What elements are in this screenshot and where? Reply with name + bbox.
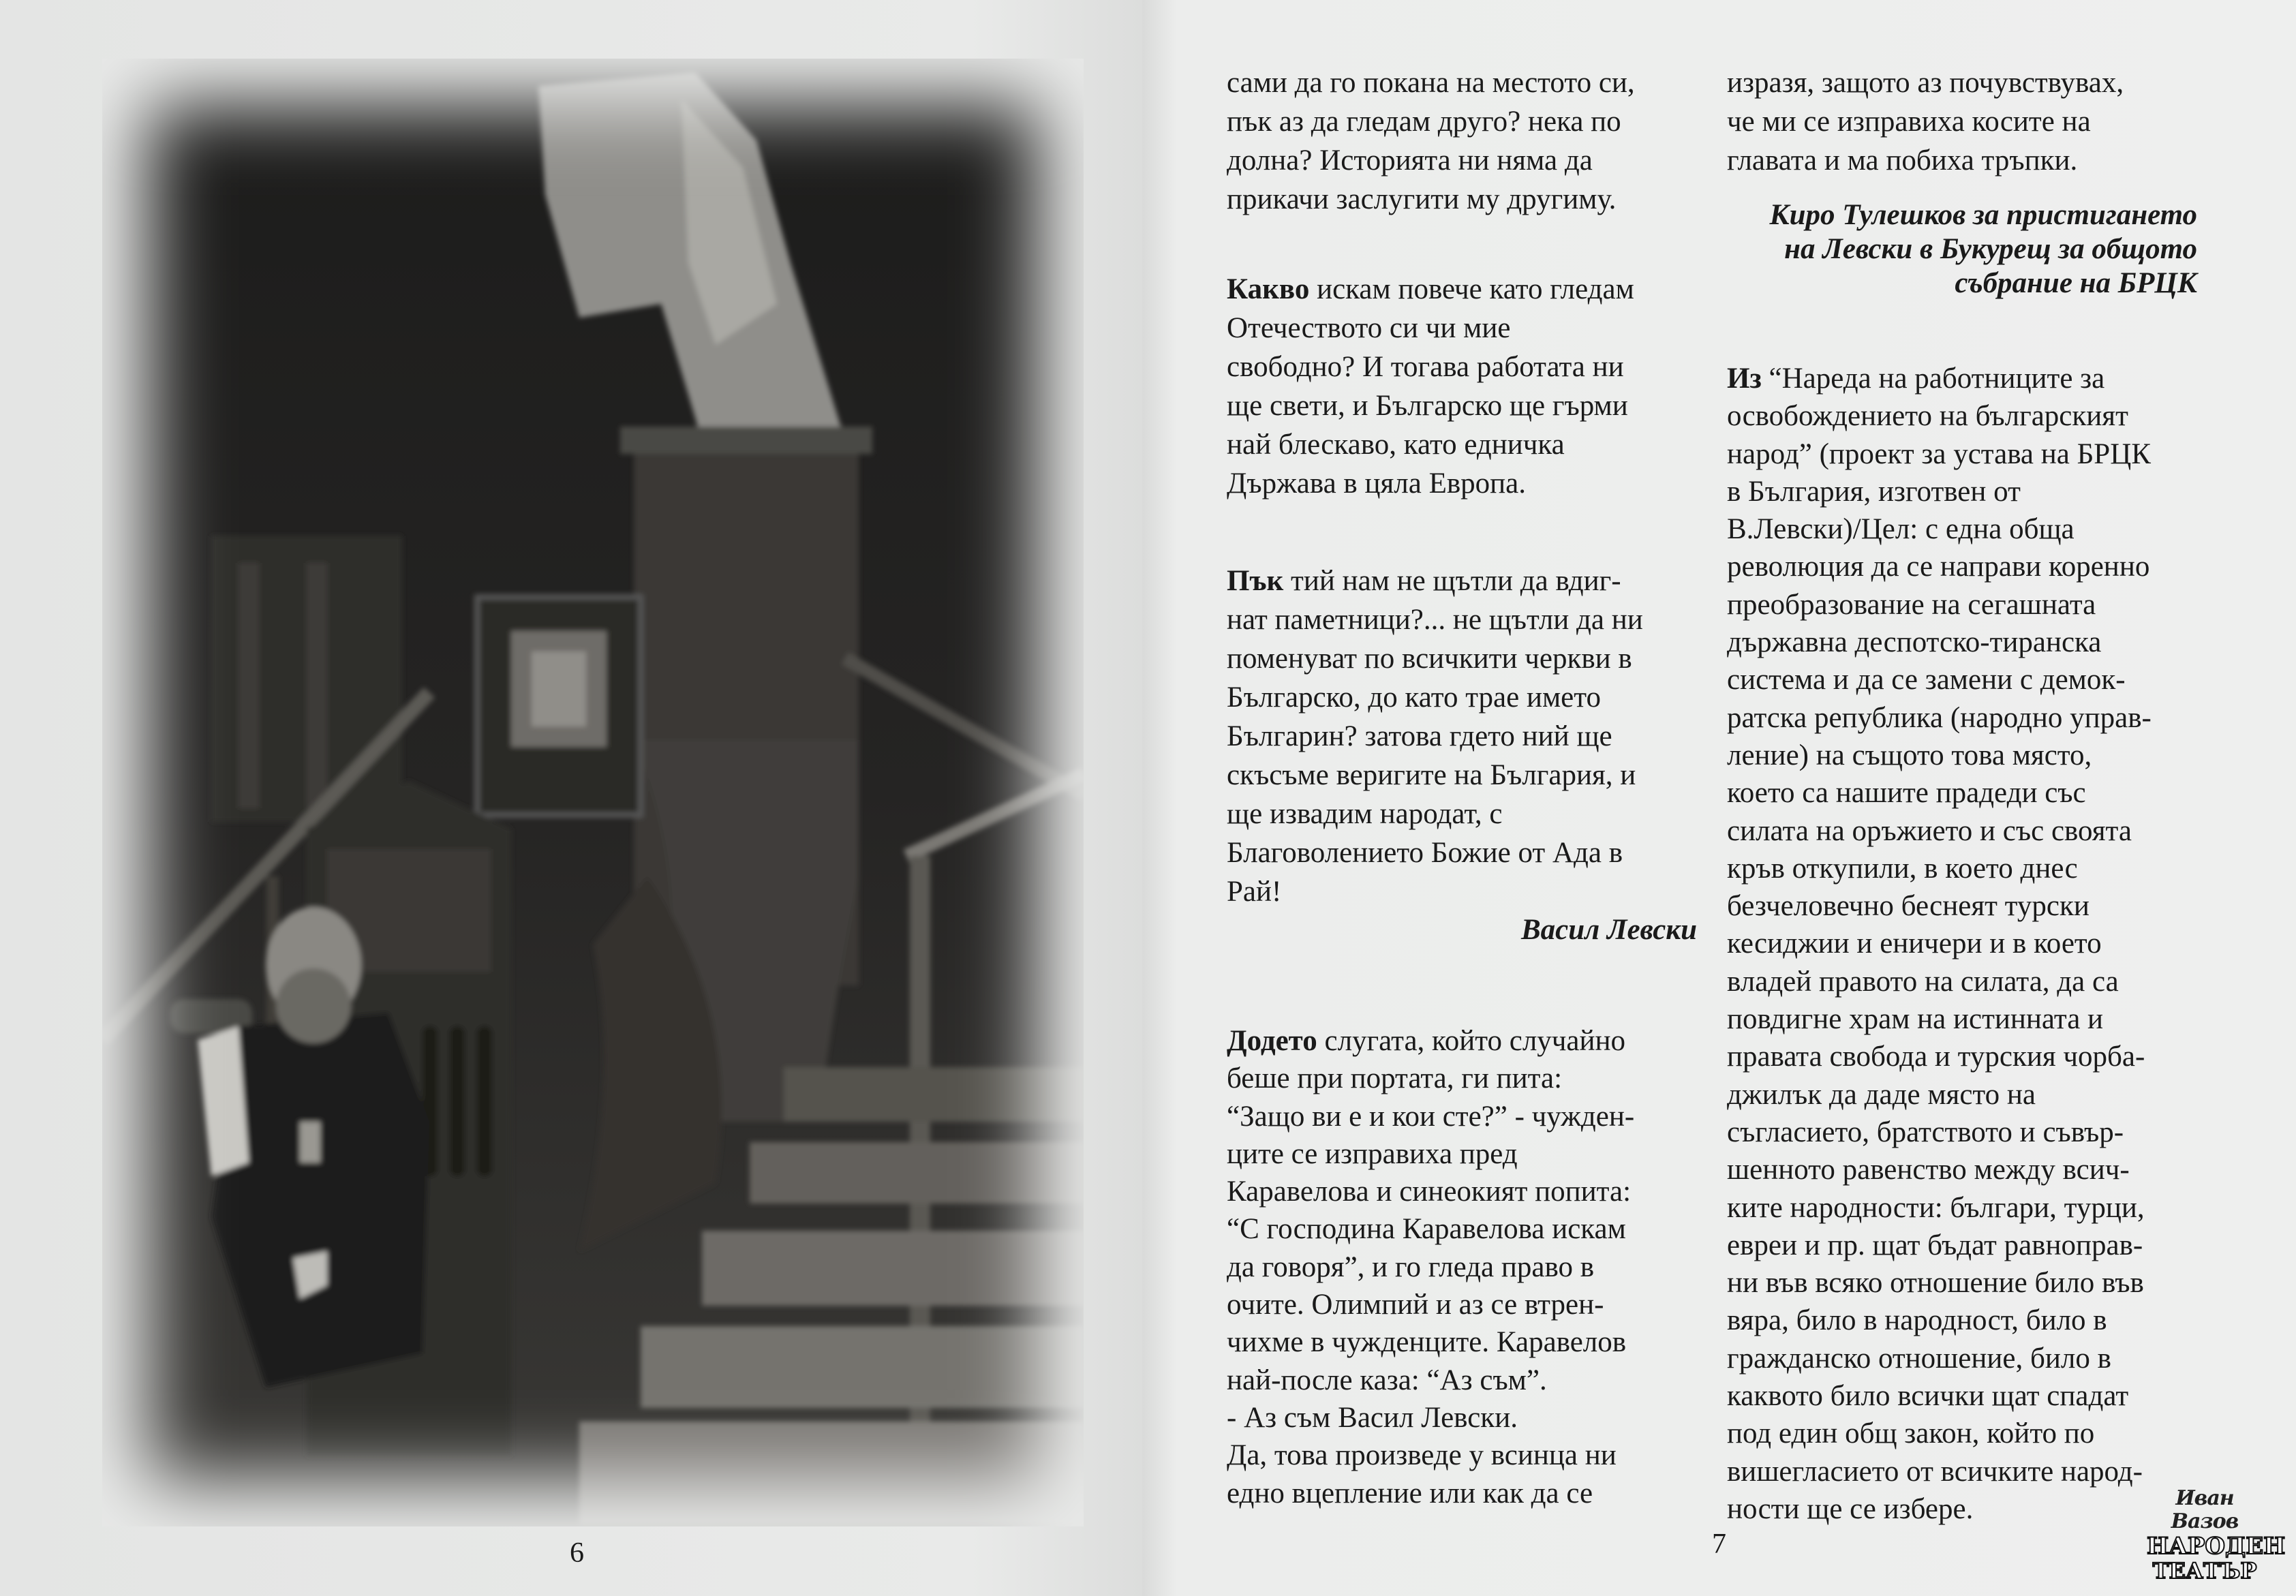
paragraph-line: преобразование на сегашната: [1727, 588, 2096, 621]
attribution-kiro-tuleshkov: [1727, 198, 2197, 301]
paragraph-line: пък аз да гледам друго? нека по: [1227, 106, 1621, 138]
paragraph-line: ности ще се избере.: [1727, 1492, 1974, 1525]
paragraph-line: ще свети, и Българско ще гърми: [1227, 390, 1628, 422]
paragraph-lead-word: Додето: [1227, 1025, 1317, 1057]
paragraph-line: свободно? И тогава работата ни: [1227, 351, 1624, 383]
paragraph-first-line: [1727, 360, 2197, 397]
paragraph-line: беше при портата, ги пита:: [1227, 1062, 1563, 1095]
paragraph-line-text: тий нам не щътли да вдиг-: [1283, 565, 1621, 597]
paragraph-line: Каравелова и синеокият попита:: [1227, 1176, 1632, 1208]
paragraph-line: най-после каза: “Аз съм”.: [1227, 1364, 1547, 1396]
paragraph-line: освобождението на българският: [1727, 400, 2128, 433]
paragraph-line: ратска република (народно управ-: [1727, 701, 2152, 734]
paragraph-line-text: “Нареда на работниците за: [1761, 363, 2105, 395]
paragraph-line: евреи и пр. щат бъдат равноправ-: [1727, 1229, 2143, 1261]
paragraph-line: чихме в чужденците. Каравелов: [1227, 1326, 1627, 1359]
paragraph-line: прикачи заслугити му другиму.: [1227, 183, 1617, 215]
quote-paragraph-1: [1227, 63, 1704, 219]
paragraph-line: най блескаво, като едничка: [1227, 429, 1565, 461]
paragraph-line: ките народности: българи, турци,: [1727, 1191, 2145, 1224]
left-page: [0, 0, 1142, 1596]
logo-line-2: ТЕАТЪР: [2152, 1558, 2257, 1584]
paragraph-line: главата и ма побиха тръпки.: [1727, 144, 2078, 177]
paragraph-line: Киро Тулешков за пристигането: [1769, 199, 2197, 231]
paragraph-line: в България, изготвен от: [1727, 475, 2021, 508]
paragraph-line: долна? Историята ни няма да: [1227, 144, 1593, 177]
paragraph-line: - Аз съм Васил Левски.: [1227, 1401, 1518, 1434]
paragraph-lead-word: Пък: [1227, 565, 1284, 597]
paragraph-line: шенното равенство между всич-: [1727, 1154, 2130, 1186]
paragraph-line: да говоря”, и го гледа право в: [1227, 1250, 1595, 1283]
quote-paragraph-iz: [1727, 360, 2197, 1528]
paragraph-line: Държава в цяла Европа.: [1227, 467, 1526, 500]
paragraph-line: безчеловечно беснеят турски: [1727, 890, 2090, 923]
paragraph-line: джилък да даде място на: [1727, 1078, 2036, 1111]
paragraph-line: Благоволението Божие от Ада в: [1227, 837, 1623, 869]
paragraph-line: сами да го покана на местото си,: [1227, 67, 1635, 99]
paragraph-line: владей правото на силата, да са: [1727, 965, 2119, 998]
paragraph-line-text: искам повече като гледам: [1309, 273, 1634, 305]
paragraph-line: ни във всяко отношение било във: [1727, 1267, 2144, 1300]
paragraph-line: правата свобода и турския чорба-: [1727, 1041, 2145, 1073]
paragraph-line: едно вцепление или как да се: [1227, 1477, 1593, 1509]
paragraph-line: държавна деспотско-тиранска: [1727, 626, 2102, 659]
page-number-right: 7: [1712, 1529, 1726, 1560]
page-number-left: 6: [570, 1537, 584, 1569]
paragraph-line: което са нашите прадеди със: [1727, 777, 2086, 810]
paragraph-line: че ми се изправиха косите на: [1727, 106, 2091, 138]
paragraph-first-line: [1227, 270, 1704, 309]
paragraph-line: изразя, защото аз почувствувах,: [1727, 67, 2124, 99]
paragraph-line: Да, това произведе у всинца ни: [1227, 1439, 1617, 1472]
paragraph-line: Българско, до като трае името: [1227, 681, 1601, 713]
paragraph-line: скъсъме веригите на България, и: [1227, 759, 1636, 791]
paragraph-lead-word: Какво: [1227, 273, 1310, 305]
stage-photo-image: [102, 59, 1084, 1526]
signature-vasil-levski: Васил Левски: [1520, 914, 1697, 946]
quote-paragraph-kakvo: [1227, 270, 1704, 503]
paragraph-line: вишегласието от всичките народ-: [1727, 1455, 2143, 1488]
paragraph-line: “Защо ви е и кои сте?” - чужден-: [1227, 1100, 1635, 1133]
paragraph-line: събрание на БРЦК: [1955, 267, 2197, 299]
paragraph-line: ще извадим народат, с: [1227, 798, 1503, 830]
paragraph-line: гражданско отношение, било в: [1727, 1342, 2111, 1375]
paragraph-line: Българин? затова гдето ний ще: [1227, 720, 1612, 752]
paragraph-line: система и да се замени с демок-: [1727, 664, 2126, 696]
paragraph-line: Рай!: [1227, 876, 1282, 908]
paragraph-line: очите. Олимпий и аз се втрен-: [1227, 1289, 1604, 1321]
logo-script-text: Иван Вазов: [2171, 1486, 2239, 1533]
paragraph-line: каквото било всички щат спадат: [1727, 1380, 2129, 1413]
paragraph-line: В.Левски)/Цел: с една обща: [1727, 513, 2075, 546]
paragraph-line: Отечеството си чи мие: [1227, 312, 1511, 344]
quote-paragraph-continued: [1727, 63, 2197, 180]
paragraph-line: кесиджии и еничери и в което: [1727, 927, 2102, 960]
national-theatre-logo: [2147, 1486, 2286, 1584]
paragraph-line: поменуват по всичкити черкви в: [1227, 643, 1632, 675]
quote-paragraph-pak: [1227, 562, 1704, 911]
paragraph-line: кръв откупили, в което днес: [1727, 852, 2078, 885]
paragraph-line: силата на оръжието и със своята: [1727, 814, 2132, 847]
paragraph-line: вяра, било в народност, било в: [1727, 1304, 2107, 1337]
paragraph-line: нат паметници?... не щътли да ни: [1227, 604, 1643, 636]
paragraph-lead-word: Из: [1727, 363, 1762, 395]
paragraph-line: революция да се направи коренно: [1727, 551, 2150, 583]
theatre-stage-photo: [102, 59, 1084, 1526]
paragraph-line: “С господина Каравелова искам: [1227, 1213, 1626, 1246]
paragraph-line: ците се изправиха пред: [1227, 1137, 1518, 1170]
paragraph-line-text: слугата, който случайно: [1317, 1025, 1626, 1057]
paragraph-line: на Левски в Букурещ за общото: [1784, 233, 2197, 265]
paragraph-line: под един общ закон, който по: [1727, 1417, 2095, 1450]
paragraph-line: ление) на същото това място,: [1727, 739, 2092, 771]
paragraph-first-line: [1227, 1022, 1704, 1060]
paragraph-line: народ” (проект за устава на БРЦК: [1727, 438, 2151, 470]
logo-line-1: НАРОДЕН: [2147, 1533, 2286, 1560]
paragraph-first-line: [1227, 562, 1704, 600]
paragraph-line: повдигне храм на истинната и: [1727, 1003, 2104, 1036]
quote-paragraph-dodeto: [1227, 1022, 1704, 1512]
paragraph-line: съгласието, братството и съвър-: [1727, 1116, 2124, 1148]
